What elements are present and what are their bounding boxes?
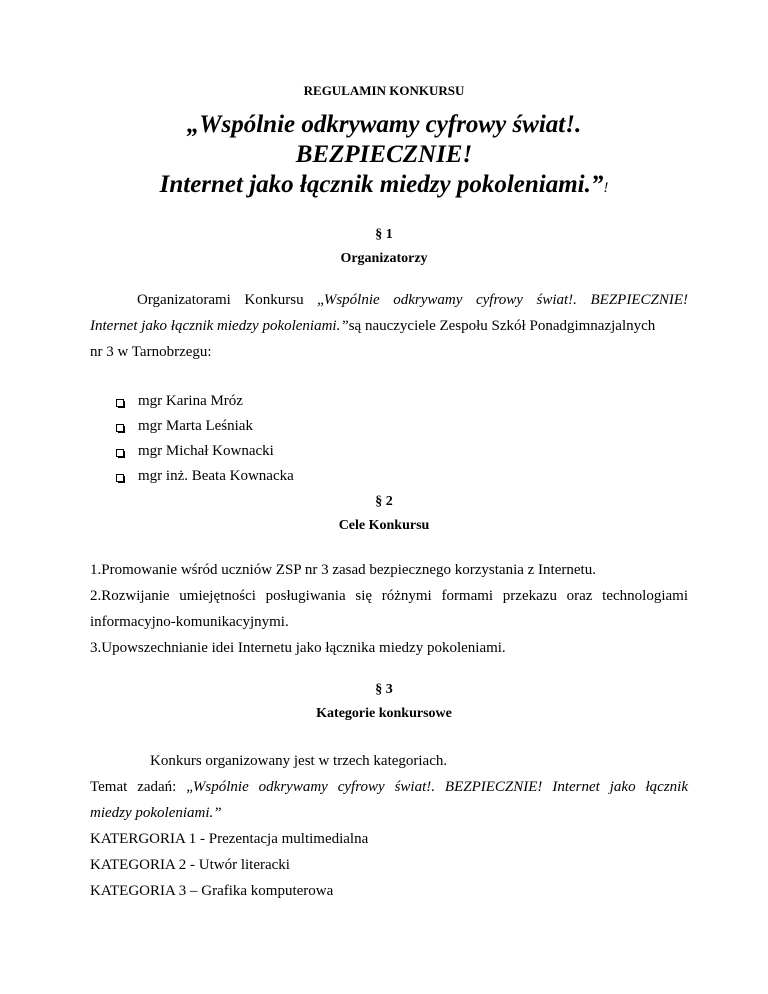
section-2-number: § 2: [375, 494, 393, 509]
intro-italic-2: Internet jako łącznik miedzy pokoleniami.”: [90, 318, 349, 334]
topic-italic-1: Wspólnie odkrywamy cyfrowy świat!. BEZPIECZNIE! Internet jako łącznik: [192, 779, 688, 795]
bullet-icon: [116, 424, 126, 432]
section-3-title: Kategorie konkursowe: [316, 706, 452, 721]
topic-prefix: Temat zadań: „: [90, 779, 193, 795]
organizer-item: mgr Michał Kownacki: [138, 443, 274, 459]
contest-title-line-2: BEZPIECZNIE!: [295, 141, 473, 168]
organizer-item: mgr Marta Leśniak: [138, 418, 253, 434]
goal-2-line-1: 2.Rozwijanie umiejętności posługiwania się różnymi formami przekazu oraz technologiami: [90, 588, 688, 604]
organizer-item: mgr inż. Beata Kownacka: [138, 468, 294, 484]
category-item: KATEGORIA 3 – Grafika komputerowa: [90, 883, 334, 899]
section-1-intro-line-2: [90, 314, 688, 339]
section-1-intro-line-1: [137, 288, 688, 313]
section-1-title: Organizatorzy: [340, 251, 428, 266]
topic-line-2: miedzy pokoleniami.”: [90, 805, 222, 821]
document-label: REGULAMIN KONKURSU: [303, 83, 465, 98]
goal-2-line-2: informacyjno-komunikacyjnymi.: [90, 614, 289, 630]
section-3-number: § 3: [375, 682, 393, 697]
section-3-intro: Konkurs organizowany jest w trzech kategoriach.: [150, 753, 448, 769]
title-line-3-text: Internet jako łącznik miedzy pokoleniami.”: [159, 171, 604, 198]
intro-prefix: Organizatorami Konkursu „: [137, 292, 324, 308]
contest-title-line-3: [0, 170, 768, 203]
section-2-title: Cele Konkursu: [338, 518, 430, 533]
title-exclamation: !: [603, 180, 609, 196]
contest-title-line-1: „Wspólnie odkrywamy cyfrowy świat!.: [186, 111, 582, 138]
category-item: KATERGORIA 1 - Prezentacja multimedialna: [90, 831, 369, 847]
intro-italic-1: Wspólnie odkrywamy cyfrowy świat!. BEZPIECZNIE!: [323, 292, 688, 308]
organizer-item: mgr Karina Mróz: [138, 393, 243, 409]
intro-rest: są nauczyciele Zespołu Szkół Ponadgimnazjalnych: [348, 318, 656, 334]
goal-1: 1.Promowanie wśród uczniów ZSP nr 3 zasad bezpiecznego korzystania z Internetu.: [90, 562, 596, 578]
topic-line-1: [90, 775, 688, 800]
category-item: KATEGORIA 2 - Utwór literacki: [90, 857, 290, 873]
section-1-intro-line-3: nr 3 w Tarnobrzegu:: [90, 344, 212, 360]
section-1-number: § 1: [375, 227, 393, 242]
bullet-icon: [116, 449, 126, 457]
bullet-icon: [116, 474, 126, 482]
bullet-icon: [116, 399, 126, 407]
goal-3: 3.Upowszechnianie idei Internetu jako łącznika miedzy pokoleniami.: [90, 640, 506, 656]
